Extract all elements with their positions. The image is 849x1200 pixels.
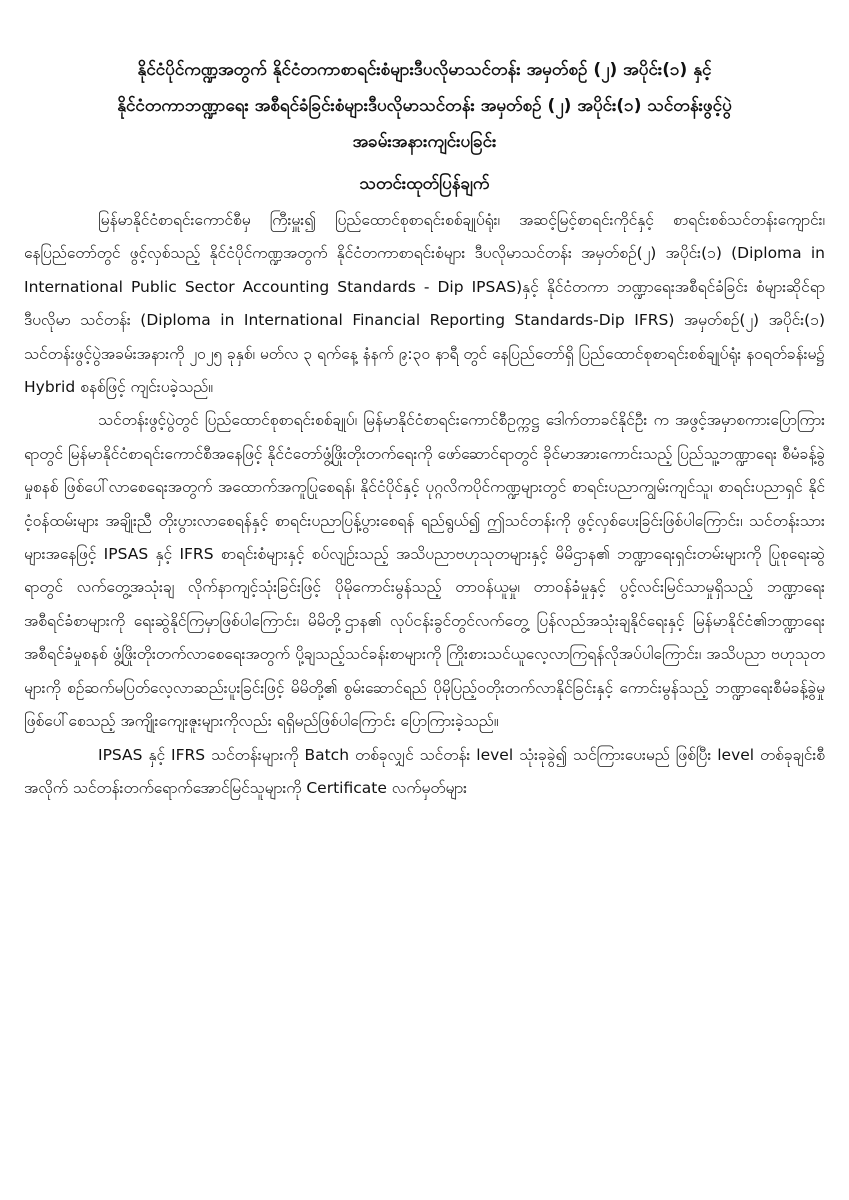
title-line-1: နိုင်ငံပိုင်ကဏ္ဍအတွက် နိုင်ငံတကာစာရင်းစံများဒီပလိုမာသင်တန်း အမှတ်စဉ် (၂) အပိုင်း(၁) နှင့် — [137, 60, 712, 80]
title-line-3: အခမ်းအနားကျင်းပခြင်း — [352, 132, 497, 152]
document-subtitle: သတင်းထုတ်ပြန်ချက် — [359, 174, 490, 194]
paragraph-2: သင်တန်းဖွင့်ပွဲတွင် ပြည်ထောင်စုစာရင်းစစ်ချုပ်၊ မြန်မာနိုင်ငံစာရင်းကောင်စီဥက္ကဋ္ဌ ဒေါက်တာခင်နိုင်ဦး က အဖွင့်အမှာစကားပြောကြားရာတွင် မြန်မာနိုင်ငံစာရင်းကောင်စီအနေဖြင့် နိုင်ငံတော်ဖွံ့ဖြိုးတိုးတက်ရေးကို ဖော်ဆောင်ရာတွင် ခိုင်မာအားကောင်းသည့် ပြည်သူ့ဘဏ္ဍာရေး စီမံခန့်ခွဲမှုစနစ် ဖြစ်ပေါ်လာစေရေးအတွက် အထောက်အကူပြုစေရန်၊ နိုင်ငံပိုင်နှင့် ပုဂ္ဂလိကပိုင်ကဏ္ဍများတွင် စာရင်းပညာကျွမ်းကျင်သူ၊ စာရင်းပညာရှင် နိုင်ငံ့ဝန်ထမ်းများ အချိုးညီ တိုးပွားလာစေရန်နှင့် စာရင်းပညာပြန့်ပွားစေရန် ရည်ရွယ်၍ ဤသင်တန်းကို ဖွင့်လှစ်ပေးခြင်းဖြစ်ပါကြောင်း၊ သင်တန်းသားများအနေဖြင့် IPSAS နှင့် IFRS စာရင်းစံများနှင့် စပ်လျဉ်းသည့် အသိပညာဗဟုသုတများနှင့် မိမိဌာန၏ ဘဏ္ဍာရေးရှင်းတမ်းများကို ပြုစုရေးဆွဲရာတွင် လက်တွေ့အသုံးချ လိုက်နာကျင့်သုံးခြင်းဖြင့် ပိုမိုကောင်းမွန်သည့် တာဝန်ယူမှု၊ တာဝန်ခံမှုနှင့် ပွင့်လင်းမြင်သာမှုရှိသည့် ဘဏ္ဍာရေးအစီရင်ခံစာများကို ရေးဆွဲနိုင်ကြမှာဖြစ်ပါကြောင်း၊ မိမိတို့ဌာန၏ လုပ်ငန်းခွင်တွင်လက်တွေ့ ပြန်လည်အသုံးချနိုင်ရေးနှင့် မြန်မာနိုင်ငံ၏ဘဏ္ဍာရေးအစီရင်ခံမှုစနစ် ဖွံ့ဖြိုးတိုးတက်လာစေရေးအတွက် ပို့ချသည့်သင်ခန်းစာများကို ကြိုးစားသင်ယူလေ့လာကြရန်လိုအပ်ပါကြောင်း၊ အသိပညာ ဗဟုသုတများကို စဉ်ဆက်မပြတ်လေ့လာဆည်းပူးခြင်းဖြင့် မိမိတို့၏ စွမ်းဆောင်ရည် ပိုမိုပြည့်ဝတိုးတက်လာနိုင်ခြင်းနှင့် ကောင်းမွန်သည့် ဘဏ္ဍာရေးစီမံခန့်ခွဲမှုဖြစ်ပေါ်စေသည့် အကျိုးကျေးဇူးများကိုလည်း ရရှိမည်ဖြစ်ပါကြောင်း ပြောကြားခဲ့သည်။ — [24, 411, 825, 731]
paragraph-1: မြန်မာနိုင်ငံစာရင်းကောင်စီမှ ကြီးမှူး၍ ပြည်ထောင်စုစာရင်းစစ်ချုပ်ရုံး၊ အဆင့်မြင့်စာရင်းကိုင်နှင့် စာရင်းစစ်သင်တန်းကျောင်း၊ နေပြည်တော်တွင် ဖွင့်လှစ်သည့် နိုင်ငံပိုင်ကဏ္ဍအတွက် နိုင်ငံတကာစာရင်းစံများ ဒီပလိုမာသင်တန်း အမှတ်စဉ်(၂) အပိုင်း(၁) (Diploma in International Public Sector Accounting Standards - Dip IPSAS)နှင့် နိုင်ငံတကာ ဘဏ္ဍာရေးအစီရင်ခံခြင်း စံများဆိုင်ရာ ဒီပလိုမာ သင်တန်း (Diploma in International Financial Reporting Standards-Dip IFRS) အမှတ်စဉ်(၂) အပိုင်း(၁) သင်တန်းဖွင့်ပွဲအခမ်းအနားကို ၂၀၂၅ ခုနှစ်၊ မတ်လ ၃ ရက်နေ့ နံနက် ၉:၃၀ နာရီ တွင် နေပြည်တော်ရှိ ပြည်ထောင်စုစာရင်းစစ်ချုပ်ရုံး နဝရတ်ခန်းမ၌ Hybrid စနစ်ဖြင့် ကျင်းပခဲ့သည်။ — [24, 211, 825, 397]
paragraph-3: IPSAS နှင့် IFRS သင်တန်းများကို Batch တစ်ခုလျှင် သင်တန်း level သုံးခုခွဲ၍ သင်ကြားပေးမည် ဖြစ်ပြီး level တစ်ခုချင်းစီအလိုက် သင်တန်းတက်ရောက်အောင်မြင်သူများကို Certificate လက်မှတ်များ — [24, 745, 825, 797]
document-title — [24, 52, 825, 160]
title-line-2: နိုင်ငံတကာဘဏ္ဍာရေး အစီရင်ခံခြင်းစံများဒီပလိုမာသင်တန်း အမှတ်စဉ် (၂) အပိုင်း(၁) သင်တန်းဖွင့်ပွဲ — [117, 96, 732, 116]
